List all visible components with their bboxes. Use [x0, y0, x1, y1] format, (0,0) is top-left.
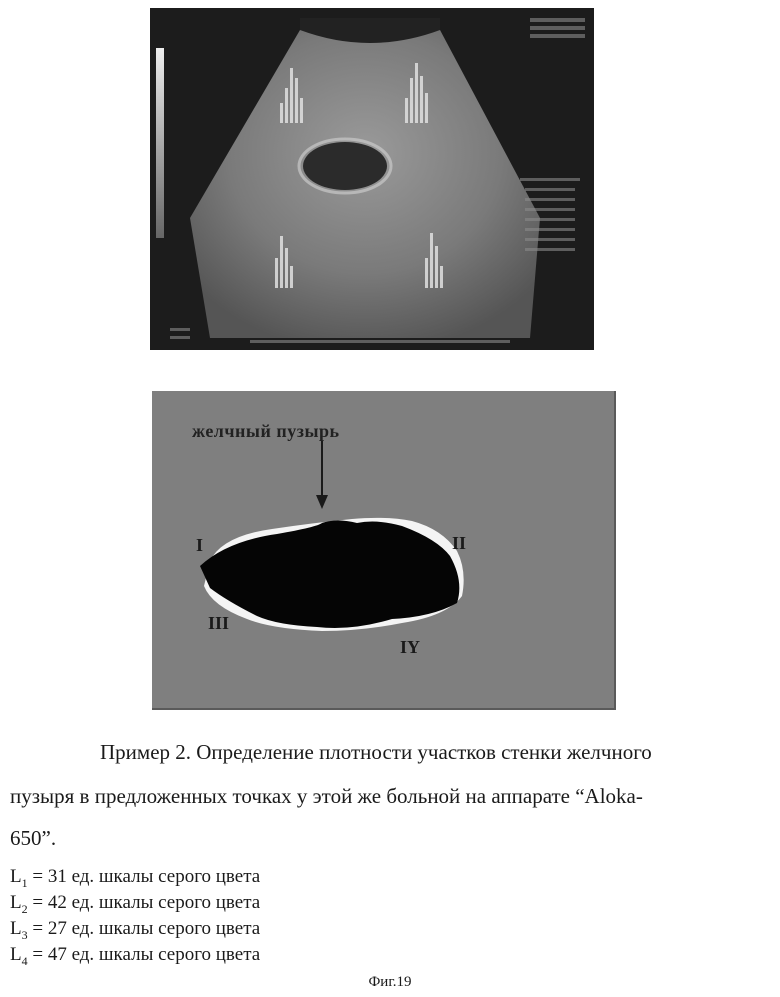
measurement-l3: $L_3 = 27$ ед. шкалы серого цвета [10, 918, 261, 942]
paragraph-line-2: пузыря в предложенных точках у этой же больной на аппарате “Aloka- [10, 784, 643, 808]
figure-caption: Фиг.19 [368, 974, 412, 990]
zone-label-2: II [452, 533, 467, 553]
ultrasound-scan-graphic [150, 8, 594, 350]
zone-label-1: I [196, 535, 204, 555]
gallbladder-segmentation-image [152, 391, 616, 710]
measurement-l2: $L_2 = 42$ ед. шкалы серого цвета [10, 892, 261, 916]
gallbladder-label: желчный пузырь [192, 421, 340, 441]
measurement-l1: $L_1 = 31$ ед. шкалы серого цвета [10, 866, 261, 890]
paragraph-line-1: Пример 2. Определение плотности участков стенки желчного [100, 740, 652, 764]
zone-label-4: IY [400, 637, 421, 657]
zone-label-3: III [208, 613, 230, 633]
ultrasound-image [150, 8, 594, 350]
measurement-l4: $L_4 = 47$ ед. шкалы серого цвета [10, 944, 261, 968]
paragraph-line-3: 650”. [10, 826, 57, 850]
